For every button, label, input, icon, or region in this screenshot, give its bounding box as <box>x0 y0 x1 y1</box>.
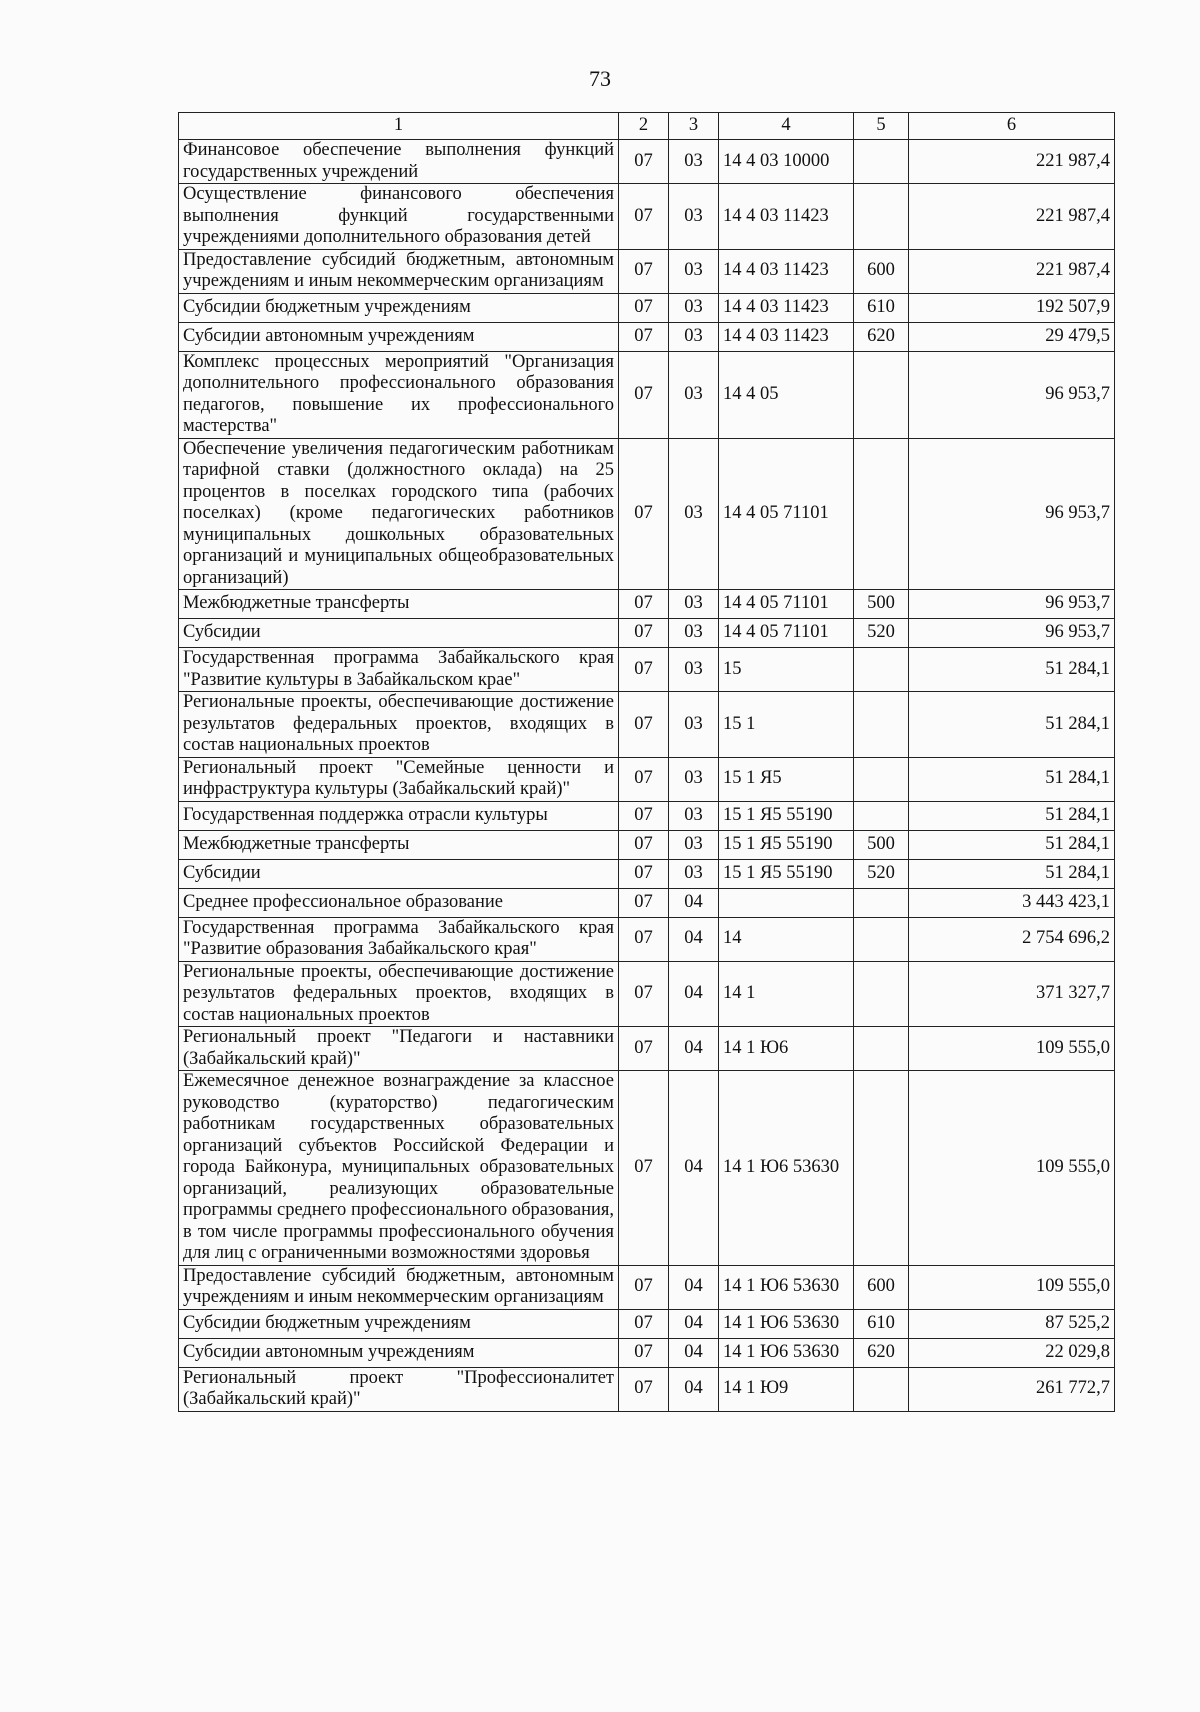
table-row <box>179 1027 1115 1071</box>
row-section: 07 <box>619 1309 669 1338</box>
row-subsection: 04 <box>669 1027 719 1071</box>
row-section: 07 <box>619 692 669 758</box>
row-expense-type <box>854 888 909 917</box>
row-name: Субсидии бюджетным учреждениям <box>179 293 619 322</box>
row-target-code: 14 1 Ю6 53630 <box>719 1265 854 1309</box>
row-target-code <box>719 888 854 917</box>
row-section: 07 <box>619 648 669 692</box>
row-name: Межбюджетные трансферты <box>179 830 619 859</box>
row-target-code: 14 1 Ю6 53630 <box>719 1071 854 1266</box>
table-row <box>179 961 1115 1027</box>
budget-table <box>178 112 1115 1412</box>
row-amount: 51 284,1 <box>909 830 1115 859</box>
table-row <box>179 692 1115 758</box>
row-amount: 109 555,0 <box>909 1265 1115 1309</box>
row-expense-type: 620 <box>854 322 909 351</box>
table-row <box>179 1338 1115 1367</box>
column-header-2: 2 <box>619 113 669 140</box>
row-name: Государственная программа Забайкальского края "Развитие образования Забайкальского края" <box>179 917 619 961</box>
row-expense-type <box>854 184 909 250</box>
row-expense-type <box>854 1027 909 1071</box>
row-amount: 96 953,7 <box>909 619 1115 648</box>
row-name: Финансовое обеспечение выполнения функций государственных учреждений <box>179 140 619 184</box>
row-name: Субсидии автономным учреждениям <box>179 1338 619 1367</box>
table-row <box>179 917 1115 961</box>
row-subsection: 03 <box>669 293 719 322</box>
table-row <box>179 184 1115 250</box>
row-amount: 221 987,4 <box>909 249 1115 293</box>
row-expense-type <box>854 1367 909 1411</box>
row-name: Субсидии автономным учреждениям <box>179 322 619 351</box>
row-target-code: 14 1 Ю6 53630 <box>719 1309 854 1338</box>
row-subsection: 04 <box>669 1367 719 1411</box>
row-subsection: 04 <box>669 1309 719 1338</box>
table-row <box>179 648 1115 692</box>
row-name: Комплекс процессных мероприятий "Организация дополнительного профессионального образования педагогов, повышение их профессионального мастерства" <box>179 351 619 438</box>
row-target-code: 15 1 Я5 <box>719 757 854 801</box>
row-expense-type <box>854 757 909 801</box>
table-row <box>179 293 1115 322</box>
row-expense-type: 520 <box>854 619 909 648</box>
row-section: 07 <box>619 293 669 322</box>
row-amount: 51 284,1 <box>909 859 1115 888</box>
row-subsection: 03 <box>669 757 719 801</box>
row-section: 07 <box>619 888 669 917</box>
table-row <box>179 859 1115 888</box>
table-body <box>179 140 1115 1412</box>
table-row <box>179 1367 1115 1411</box>
row-target-code: 14 1 Ю6 <box>719 1027 854 1071</box>
row-name: Государственная поддержка отрасли культуры <box>179 801 619 830</box>
row-section: 07 <box>619 830 669 859</box>
column-header-5: 5 <box>854 113 909 140</box>
row-amount: 51 284,1 <box>909 648 1115 692</box>
row-subsection: 04 <box>669 1338 719 1367</box>
table-row <box>179 830 1115 859</box>
table-row <box>179 757 1115 801</box>
table-row <box>179 351 1115 438</box>
row-expense-type: 600 <box>854 249 909 293</box>
row-amount: 29 479,5 <box>909 322 1115 351</box>
row-target-code: 14 4 03 10000 <box>719 140 854 184</box>
row-expense-type <box>854 1071 909 1266</box>
row-expense-type: 520 <box>854 859 909 888</box>
row-subsection: 03 <box>669 692 719 758</box>
row-subsection: 03 <box>669 859 719 888</box>
row-target-code: 15 1 Я5 55190 <box>719 801 854 830</box>
row-expense-type: 500 <box>854 590 909 619</box>
row-section: 07 <box>619 619 669 648</box>
table-row <box>179 1265 1115 1309</box>
table-row <box>179 1309 1115 1338</box>
row-name: Региональный проект "Профессионалитет (Забайкальский край)" <box>179 1367 619 1411</box>
row-name: Субсидии <box>179 619 619 648</box>
row-target-code: 14 1 Ю6 53630 <box>719 1338 854 1367</box>
row-target-code: 14 4 05 <box>719 351 854 438</box>
row-name: Региональные проекты, обеспечивающие достижение результатов федеральных проектов, входящих в состав национальных проектов <box>179 961 619 1027</box>
row-amount: 221 987,4 <box>909 184 1115 250</box>
row-section: 07 <box>619 140 669 184</box>
row-amount: 221 987,4 <box>909 140 1115 184</box>
row-subsection: 04 <box>669 961 719 1027</box>
table-row <box>179 322 1115 351</box>
row-amount: 51 284,1 <box>909 757 1115 801</box>
row-amount: 96 953,7 <box>909 438 1115 590</box>
row-expense-type: 610 <box>854 1309 909 1338</box>
row-amount: 22 029,8 <box>909 1338 1115 1367</box>
row-target-code: 14 4 05 71101 <box>719 590 854 619</box>
row-name: Государственная программа Забайкальского края "Развитие культуры в Забайкальском крае" <box>179 648 619 692</box>
row-subsection: 03 <box>669 184 719 250</box>
row-subsection: 04 <box>669 1265 719 1309</box>
row-subsection: 03 <box>669 590 719 619</box>
row-target-code: 14 1 <box>719 961 854 1027</box>
row-section: 07 <box>619 438 669 590</box>
row-expense-type <box>854 801 909 830</box>
row-expense-type <box>854 961 909 1027</box>
row-name: Предоставление субсидий бюджетным, автономным учреждениям и иным некоммерческим организациям <box>179 249 619 293</box>
table-row <box>179 438 1115 590</box>
row-section: 07 <box>619 1071 669 1266</box>
row-subsection: 03 <box>669 351 719 438</box>
row-target-code: 15 1 <box>719 692 854 758</box>
row-subsection: 03 <box>669 801 719 830</box>
row-target-code: 14 4 05 71101 <box>719 619 854 648</box>
row-amount: 261 772,7 <box>909 1367 1115 1411</box>
row-expense-type: 620 <box>854 1338 909 1367</box>
column-header-3: 3 <box>669 113 719 140</box>
column-header-6: 6 <box>909 113 1115 140</box>
table-row <box>179 619 1115 648</box>
row-name: Региональные проекты, обеспечивающие достижение результатов федеральных проектов, входящих в состав национальных проектов <box>179 692 619 758</box>
row-target-code: 14 <box>719 917 854 961</box>
page-number: 73 <box>589 66 611 91</box>
row-section: 07 <box>619 859 669 888</box>
column-header-4: 4 <box>719 113 854 140</box>
row-amount: 87 525,2 <box>909 1309 1115 1338</box>
row-target-code: 15 1 Я5 55190 <box>719 859 854 888</box>
row-expense-type: 600 <box>854 1265 909 1309</box>
row-section: 07 <box>619 184 669 250</box>
row-expense-type <box>854 648 909 692</box>
row-amount: 51 284,1 <box>909 801 1115 830</box>
row-name: Осуществление финансового обеспечения выполнения функций государственными учреждениями дополнительного образования детей <box>179 184 619 250</box>
row-target-code: 14 4 03 11423 <box>719 249 854 293</box>
table-header-row <box>179 113 1115 140</box>
row-subsection: 03 <box>669 648 719 692</box>
row-subsection: 04 <box>669 917 719 961</box>
table-row <box>179 140 1115 184</box>
row-target-code: 14 4 03 11423 <box>719 322 854 351</box>
row-section: 07 <box>619 1338 669 1367</box>
row-expense-type: 610 <box>854 293 909 322</box>
row-name: Ежемесячное денежное вознаграждение за классное руководство (кураторство) педагогическим работникам государственных образовательных организаций субъектов Российской Федерации и города Байконура, муниципальных образовательных организаций, реализующих образовательные программы среднего профессионального образования, в том числе программы профессионального обучения для лиц с ограниченными возможностями здоровья <box>179 1071 619 1266</box>
row-section: 07 <box>619 961 669 1027</box>
row-amount: 109 555,0 <box>909 1071 1115 1266</box>
row-amount: 3 443 423,1 <box>909 888 1115 917</box>
row-subsection: 04 <box>669 1071 719 1266</box>
row-target-code: 14 4 03 11423 <box>719 184 854 250</box>
row-amount: 96 953,7 <box>909 351 1115 438</box>
row-section: 07 <box>619 351 669 438</box>
row-section: 07 <box>619 1367 669 1411</box>
table-row <box>179 249 1115 293</box>
row-name: Среднее профессиональное образование <box>179 888 619 917</box>
row-amount: 109 555,0 <box>909 1027 1115 1071</box>
row-amount: 96 953,7 <box>909 590 1115 619</box>
row-subsection: 03 <box>669 322 719 351</box>
row-section: 07 <box>619 917 669 961</box>
row-name: Субсидии <box>179 859 619 888</box>
row-amount: 192 507,9 <box>909 293 1115 322</box>
row-name: Предоставление субсидий бюджетным, автономным учреждениям и иным некоммерческим организациям <box>179 1265 619 1309</box>
row-target-code: 15 1 Я5 55190 <box>719 830 854 859</box>
row-amount: 51 284,1 <box>909 692 1115 758</box>
row-subsection: 03 <box>669 140 719 184</box>
row-expense-type <box>854 917 909 961</box>
row-expense-type <box>854 140 909 184</box>
row-section: 07 <box>619 590 669 619</box>
row-expense-type <box>854 692 909 758</box>
table-row <box>179 1071 1115 1266</box>
row-section: 07 <box>619 801 669 830</box>
table-row <box>179 590 1115 619</box>
row-target-code: 14 4 05 71101 <box>719 438 854 590</box>
row-name: Субсидии бюджетным учреждениям <box>179 1309 619 1338</box>
row-name: Региональный проект "Семейные ценности и инфраструктура культуры (Забайкальский край)" <box>179 757 619 801</box>
row-subsection: 03 <box>669 249 719 293</box>
row-subsection: 03 <box>669 619 719 648</box>
row-expense-type: 500 <box>854 830 909 859</box>
row-expense-type <box>854 351 909 438</box>
column-header-1: 1 <box>179 113 619 140</box>
row-subsection: 03 <box>669 438 719 590</box>
row-section: 07 <box>619 1265 669 1309</box>
row-amount: 371 327,7 <box>909 961 1115 1027</box>
row-subsection: 03 <box>669 830 719 859</box>
row-expense-type <box>854 438 909 590</box>
row-name: Межбюджетные трансферты <box>179 590 619 619</box>
row-section: 07 <box>619 1027 669 1071</box>
row-name: Региональный проект "Педагоги и наставники (Забайкальский край)" <box>179 1027 619 1071</box>
row-subsection: 04 <box>669 888 719 917</box>
row-target-code: 14 1 Ю9 <box>719 1367 854 1411</box>
table-row <box>179 888 1115 917</box>
row-name: Обеспечение увеличения педагогическим работникам тарифной ставки (должностного оклада) на 25 процентов в поселках городского типа (рабочих поселках) (кроме педагогических работников муниципальных дошкольных образовательных организаций и муниципальных общеобразовательных организаций) <box>179 438 619 590</box>
row-section: 07 <box>619 322 669 351</box>
row-section: 07 <box>619 757 669 801</box>
table-row <box>179 801 1115 830</box>
row-amount: 2 754 696,2 <box>909 917 1115 961</box>
row-target-code: 14 4 03 11423 <box>719 293 854 322</box>
row-target-code: 15 <box>719 648 854 692</box>
row-section: 07 <box>619 249 669 293</box>
